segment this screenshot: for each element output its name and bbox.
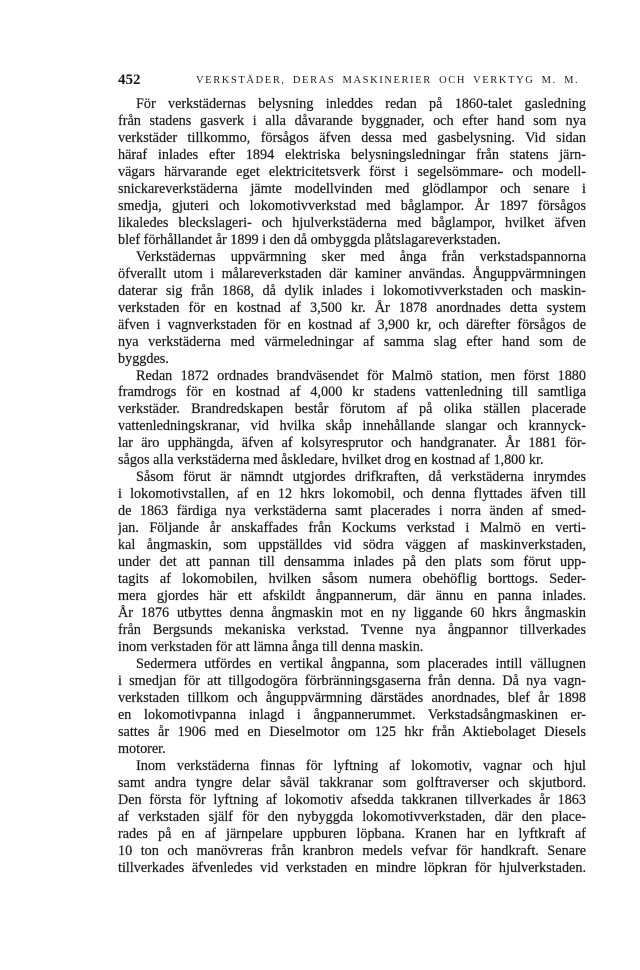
text-line: vattenledningskranar, vid hvilka skåp innehållande slangar och krannyck- — [118, 418, 586, 435]
text-line: häraf inlades efter 1894 elektriska belysningsledningar från statens järn- — [118, 146, 586, 163]
text-line: kal ångmaskin, som uppställdes vid södra väggen af maskinverkstaden, — [118, 537, 586, 554]
text-line: sattes år 1906 med en Dieselmotor om 125 hkr från Aktiebolaget Diesels — [118, 723, 586, 740]
text-line: blef förhållandet år 1899 i den då ombyggda plåtslagareverkstaden. — [118, 231, 501, 248]
running-header — [118, 70, 586, 90]
text-line: sågos alla verkstäderna med åskledare, hvilket drog en kostnad af 1,800 kr. — [118, 452, 544, 469]
text-line: tagits af lokomobilen, hvilken såsom numera obehöflig borttogs. Seder- — [118, 571, 586, 588]
text-line: snickareverkstäderna jämte modellvinden med glödlampor och senare i — [118, 180, 586, 197]
text-line: byggdes. — [118, 350, 169, 367]
text-line: 10 ton och manövreras från kranbron medels vefvar för handkraft. Senare — [118, 842, 586, 859]
text-line: likaledes bleckslageri- och hjulverkstäderna med båglampor, hvilket äfven — [118, 214, 586, 231]
text-line: Verkstädernas uppvärmning sker med ånga från verkstadspannorna — [136, 248, 586, 265]
text-line: af verkstaden själf för den nybyggda lokomotivverkstaden, där den place- — [118, 808, 586, 825]
text-line: från Bergsunds mekaniska verkstad. Tvenne nya ångpannor tillverkades — [118, 622, 586, 639]
body-text — [118, 96, 586, 877]
text-line: från stadens gasverk i alla dåvarande byggnader, och efter hand som nya — [118, 112, 586, 129]
text-line: verkstaden tillkom och ånguppvärmning därstädes anordnades, blef år 1898 — [118, 689, 586, 706]
text-line: mera gjordes här ett afskildt ångpannerum, där ännu en panna inlades. — [118, 588, 586, 605]
text-line: verkstäder tillkommo, försågos äfven dessa med gasbelysning. Vid sidan — [118, 129, 586, 146]
text-line: År 1876 utbyttes denna ångmaskin mot en ny liggande 60 hkrs ångmaskin — [118, 605, 586, 622]
text-line: framdrogs för en kostnad af 4,000 kr stadens vattenledning till samtliga — [118, 384, 586, 401]
text-line: jan. Följande år anskaffades från Kockums verkstad i Malmö en verti- — [118, 520, 586, 537]
text-line: nya verkstäderna med värmeledningar af samma slag efter hand som de — [118, 333, 586, 350]
text-line: en lokomotivpanna inlagd i ångpannerummet. Verkstadsångmaskinen er- — [118, 706, 586, 723]
text-line: öfverallt utom i målareverkstaden där kaminer användas. Ånguppvärmningen — [118, 265, 586, 282]
text-line: motorer. — [118, 740, 166, 757]
text-line: vägars härvarande eget elektricitetsverk först i segelsömmare- och modell- — [118, 163, 586, 180]
text-line: verkstaden för en kostnad af 3,500 kr. År 1878 anordnades detta system — [118, 299, 586, 316]
text-line: äfven i vagnverkstaden för en kostnad af 3,900 kr, och därefter försågos de — [118, 316, 586, 333]
running-title: VERKSTÄDER, DERAS MASKINERIER OCH VERKTYG M. M. — [196, 75, 580, 86]
text-line: Den första för lyftning af lokomotiv afsedda takkranen tillverkades år 1863 — [118, 791, 586, 808]
page-number: 452 — [118, 72, 141, 88]
text-line: i lokomotivstallen, af en 12 hkrs lokomobil, och denna flyttades äfven till — [118, 486, 586, 503]
text-line: Inom verkstäderna finnas för lyftning af lokomotiv, vagnar och hjul — [136, 757, 586, 774]
text-line: Sedermera utfördes en vertikal ångpanna, som placerades intill vällugnen — [136, 655, 586, 672]
text-line: de 1863 färdiga nya verkstäderna samt placerades i norra änden af smed- — [118, 503, 586, 520]
text-line: Såsom förut är nämndt utgjordes drifkraften, då verkstäderna inrymdes — [136, 469, 586, 486]
text-line: Redan 1872 ordnades brandväsendet för Malmö station, men först 1880 — [136, 367, 586, 384]
text-line: samt andra tyngre delar såväl takkranar som golftraverser och skjutbord. — [118, 774, 586, 791]
text-line: i smedjan för att tillgodogöra förbränningsgaserna från denna. Då nya vagn- — [118, 672, 586, 689]
text-line: lar äro upphängda, äfven af kolsyresprutor och handgranater. År 1881 för- — [118, 435, 586, 452]
text-line: under det att pannan till densamma inlades på den plats som förut upp- — [118, 554, 586, 571]
text-line: daterar sig från 1868, då dylik inlades i lokomotivverkstaden och maskin- — [118, 282, 586, 299]
text-line: inom verkstaden för att lämna ånga till denna maskin. — [118, 639, 424, 655]
document-page — [118, 70, 586, 876]
text-line: verkstäder. Brandredskapen består förutom af på olika ställen placerade — [118, 401, 586, 418]
text-line: tillverkades äfvenledes vid verkstaden en mindre löpkran för hjulverkstaden. — [118, 859, 586, 876]
text-line: smedja, gjuteri och lokomotivverkstad med båglampor. År 1897 försågos — [118, 197, 586, 214]
text-line: rades på en af järnpelare uppburen löpbana. Kranen har en lyftkraft af — [118, 825, 586, 842]
text-line: För verkstädernas belysning inleddes redan på 1860-talet gasledning — [136, 96, 586, 112]
